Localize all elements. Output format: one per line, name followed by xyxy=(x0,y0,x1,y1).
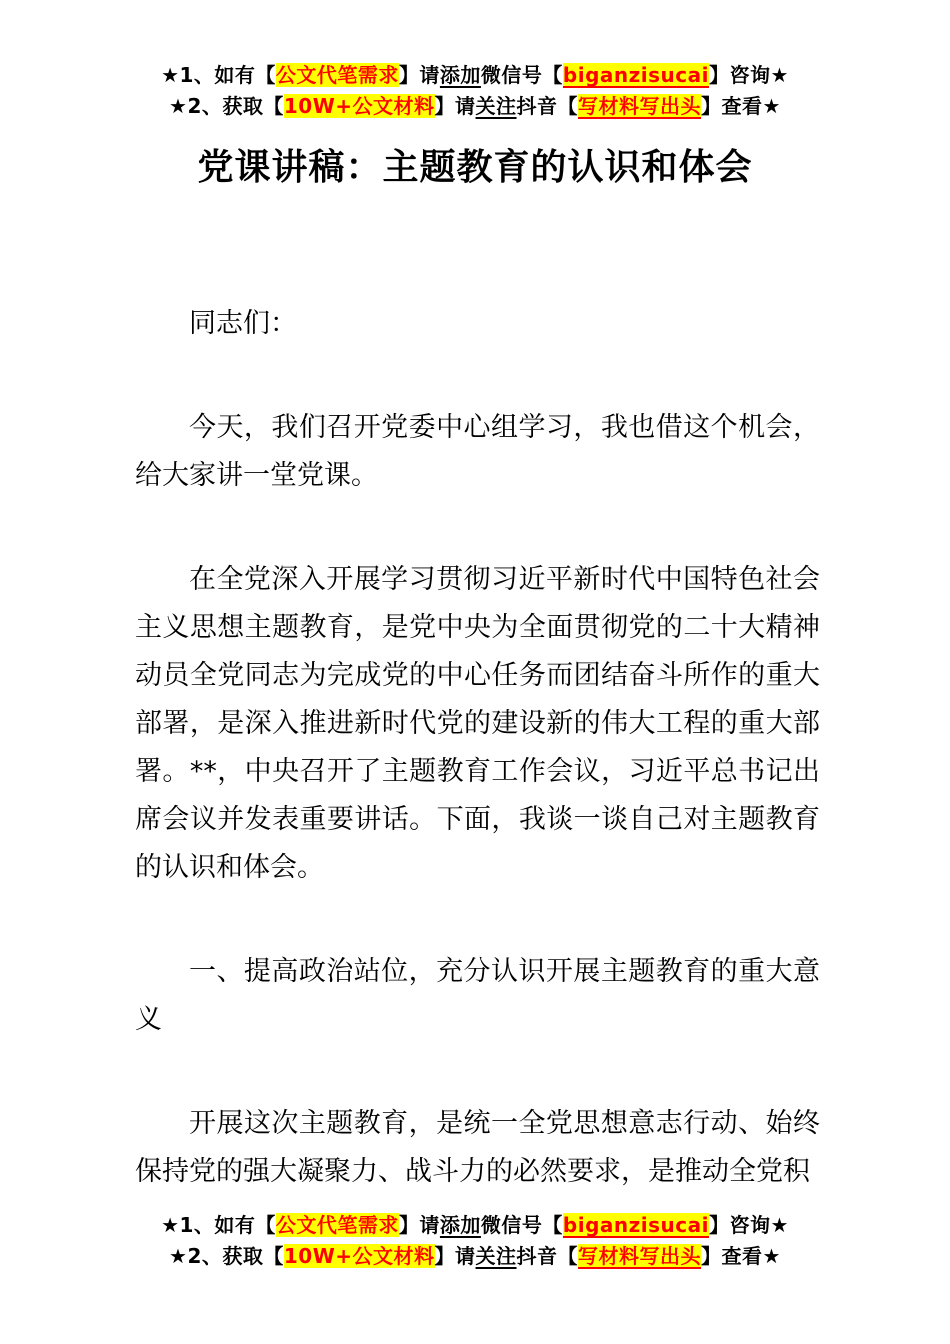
notice-text: 】咨询★ xyxy=(709,63,789,87)
notice-text: 】请 xyxy=(398,1213,440,1237)
underlined-action-text: 添加 xyxy=(439,1213,481,1237)
material-highlight: 10W+公文材料 xyxy=(283,94,435,118)
notice-text: ★2、获取【 xyxy=(169,94,284,118)
header-notice-line-2 xyxy=(0,91,950,122)
notice-text: 】请 xyxy=(434,94,476,118)
notice-text: 抖音【 xyxy=(516,1244,579,1268)
document-body xyxy=(135,300,820,1196)
section-heading: 一、提高政治站位，充分认识开展主题教育的重大意义 xyxy=(135,956,820,1035)
notice-text: ★1、如有【 xyxy=(161,1213,276,1237)
notice-text: 】查看★ xyxy=(701,1244,781,1268)
footer-notice xyxy=(0,1210,950,1272)
underlined-action-text: 添加 xyxy=(439,63,481,87)
notice-text: ★2、获取【 xyxy=(169,1244,284,1268)
notice-text: 微信号【 xyxy=(480,1213,563,1237)
notice-text: 】查看★ xyxy=(701,94,781,118)
salutation: 同志们： xyxy=(189,308,297,339)
paragraph: 今天，我们召开党委中心组学习，我也借这个机会，给大家讲一堂党课。 xyxy=(135,412,820,491)
notice-text: 】请 xyxy=(434,1244,476,1268)
notice-text: 抖音【 xyxy=(516,94,579,118)
douyin-id-highlight: 写材料写出头 xyxy=(578,1244,702,1268)
paragraph: 在全党深入开展学习贯彻习近平新时代中国特色社会主义思想主题教育，是党中央为全面贯彻党的二十大精神动员全党同志为完成党的中心任务而团结奋斗所作的重大部署，是深入推进新时代党的建设新的伟大工程的重大部署。**，中央召开了主题教育工作会议，习近平总书记出席会议并发表重要讲话。下面，我谈一谈自己对主题教育的认识和体会。 xyxy=(135,564,820,883)
document-title: 党课讲稿：主题教育的认识和体会 xyxy=(197,147,753,188)
douyin-id-highlight: 写材料写出头 xyxy=(578,94,702,118)
service-highlight: 公文代笔需求 xyxy=(275,1213,399,1237)
service-highlight: 公文代笔需求 xyxy=(275,63,399,87)
underlined-action-text: 关注 xyxy=(475,94,517,118)
notice-text: 】咨询★ xyxy=(709,1213,789,1237)
wechat-id-highlight: biganzisucai xyxy=(562,1213,709,1237)
wechat-id-highlight: biganzisucai xyxy=(562,63,709,87)
notice-text: 】请 xyxy=(398,63,440,87)
footer-notice-line-2 xyxy=(0,1241,950,1272)
paragraph: 开展这次主题教育，是统一全党思想意志行动、始终保持党的强大凝聚力、战斗力的必然要求，是推动全党积 xyxy=(135,1108,820,1187)
notice-text: 微信号【 xyxy=(480,63,563,87)
material-highlight: 10W+公文材料 xyxy=(283,1244,435,1268)
underlined-action-text: 关注 xyxy=(475,1244,517,1268)
footer-notice-line-1 xyxy=(0,1210,950,1241)
header-notice-line-1 xyxy=(0,60,950,91)
notice-text: ★1、如有【 xyxy=(161,63,276,87)
header-notice xyxy=(0,0,950,122)
